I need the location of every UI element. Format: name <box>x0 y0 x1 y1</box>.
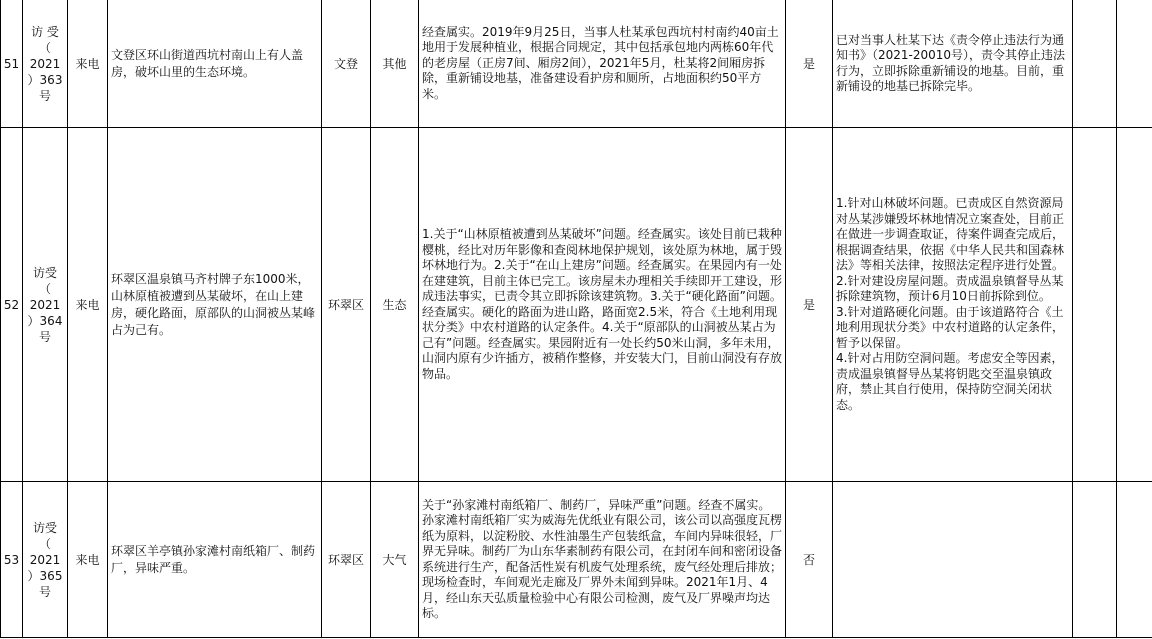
findings: 经查属实。2019年9月25日，当事人杜某承包西坑村村南约40亩土地用于发展种植业，根据合同规定，其中包括承包地内两栋60年代的老房屋（正房7间、厢房2间），2021年5月，杜某将2间厢房拆除，重新铺设地基，准备建设看护房和厕所，占地面积约50平方米。 <box>419 0 786 128</box>
verified: 是 <box>786 128 833 482</box>
empty-cell <box>1117 128 1152 482</box>
issue-description: 文登区环山街道西坑村南山上有人盖房，破坏山里的生态环境。 <box>108 0 322 128</box>
category: 生态 <box>371 128 419 482</box>
district: 文登 <box>322 0 371 128</box>
row-number: 53 <box>1 482 23 638</box>
empty-cell <box>1117 0 1152 128</box>
category: 其他 <box>371 0 419 128</box>
row-number: 52 <box>1 128 23 482</box>
table-row <box>1 128 1152 482</box>
source: 来电 <box>68 0 108 128</box>
source: 来电 <box>68 482 108 638</box>
verified: 否 <box>786 482 833 638</box>
empty-cell <box>1073 482 1117 638</box>
case-id: 访 受 （ 2021 ）363 号 <box>23 0 68 128</box>
actions: 1.针对山林破坏问题。已责成区自然资源局对丛某涉嫌毁坏林地情况立案查处，目前正在做进一步调查取证，待案件调查完成后，根据调查结果，依据《中华人民共和国森林法》等相关法律，按照法定程序进行处置。 2.针对建设房屋问题。责成温泉镇督导丛某拆除建筑物，预计6月10日前拆除到位。 3.针对道路硬化问题。由于该道路符合《土地利用现状分类》中农村道路的认定条件，暂予以保留。 4.针对占用防空洞问题。考虑安全等因素，责成温泉镇督导丛某将钥匙交至温泉镇政府，禁止其自行使用，保持防空洞关闭状态。 <box>833 128 1073 482</box>
findings: 1.关于“山林原植被遭到丛某破坏”问题。经查属实。该处目前已栽种樱桃，经比对历年影像和查阅林地保护规划，该处原为林地，属于毁坏林地行为。2.关于“在山上建房”问题。经查属实。在果园内有一处在建建筑，目前主体已完工。该房屋未办理相关手续即开工建设，形成违法事实，已责令其立即拆除该建筑物。3.关于“硬化路面”问题。经查属实。硬化的路面为进山路，路面宽2.5米，符合《土地利用现状分类》中农村道路的认定条件。4.关于“原部队的山洞被丛某占为己有”问题。经查属实。果园附近有一处长约50米山洞，多年未用，山洞内原有少许插方，被稍作整修，并安装大门，目前山洞没有存放物品。 <box>419 128 786 482</box>
district: 环翠区 <box>322 128 371 482</box>
issue-description: 环翠区羊亭镇孙家滩村南纸箱厂、制药厂，异味严重。 <box>108 482 322 638</box>
case-id: 访受 （ 2021 ）364 号 <box>23 128 68 482</box>
category: 大气 <box>371 482 419 638</box>
empty-cell <box>1073 128 1117 482</box>
verified: 是 <box>786 0 833 128</box>
source: 来电 <box>68 128 108 482</box>
empty-cell <box>1117 482 1152 638</box>
empty-cell <box>1073 0 1117 128</box>
row-number: 51 <box>1 0 23 128</box>
actions <box>833 482 1073 638</box>
issue-description: 环翠区温泉镇马齐村牌子东1000米，山林原植被遭到丛某破坏，在山上建房，硬化路面，原部队的山洞被丛某峰占为己有。 <box>108 128 322 482</box>
case-id: 访受 （ 2021 ）365 号 <box>23 482 68 638</box>
actions: 已对当事人杜某下达《责令停止违法行为通知书》（2021-20010号），责令其停止违法行为，立即拆除重新铺设的地基。目前，重新铺设的地基已拆除完毕。 <box>833 0 1073 128</box>
findings: 关于“孙家滩村南纸箱厂、制药厂，异味严重”问题。经查不属实。孙家滩村南纸箱厂实为威海先优纸业有限公司，该公司以高强度瓦楞纸为原料，以淀粉胶、水性油墨生产包装纸盒，车间内异味很轻，厂界无异味。制药厂为山东华素制药有限公司，在封闭车间和密闭设备系统进行生产，配备活性炭有机废气处理系统，废气经处理后排放；现场检查时，车间观光走廊及厂界外未闻到异味。2021年1月、4月，经山东天弘质量检验中心有限公司检测，废气及厂界噪声均达标。 <box>419 482 786 638</box>
table-row <box>1 0 1152 128</box>
table-row <box>1 482 1152 638</box>
district: 环翠区 <box>322 482 371 638</box>
